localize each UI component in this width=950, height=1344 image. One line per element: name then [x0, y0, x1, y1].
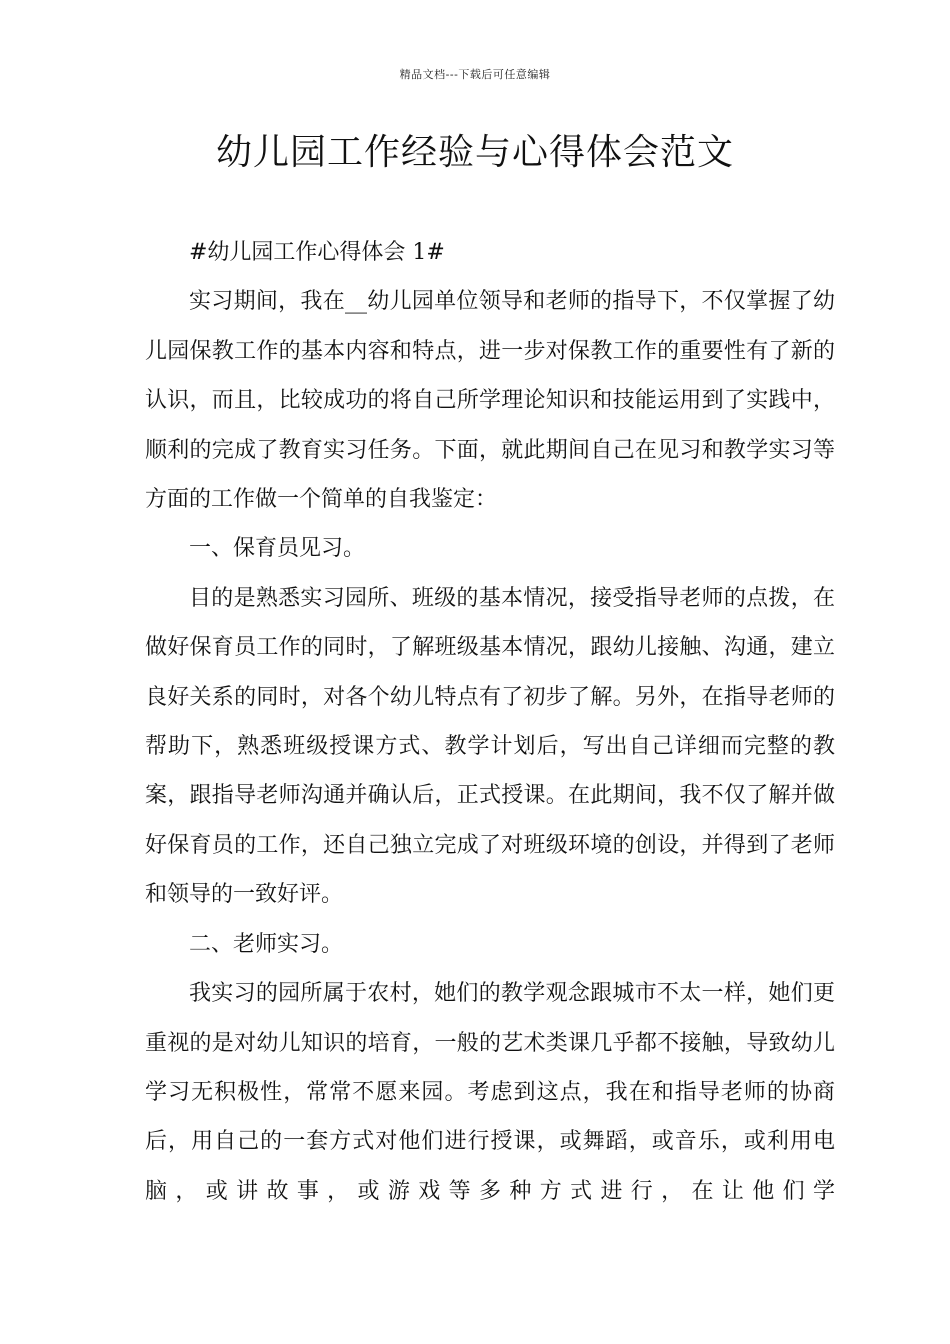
section-heading-1: #幼儿园工作心得体会 1# [189, 240, 445, 265]
section-heading-3: 二、老师实习。 [189, 931, 344, 957]
paragraph-teacher-practice: 我实习的园所属于农村，她们的教学观念跟城市不太一样，她们更重视的是对幼儿知识的培育，一般的艺术类课几乎都不接触，导致幼儿学习无积极性，常常不愿来园。考虑到这点，我在和指导老师的协商后，用自己的一套方式对他们进行授课，或舞蹈，或音乐，或利用电脑，或讲故事，或游戏等多种方式进行，在让他们学 [145, 981, 835, 1204]
paragraph-nursery-observation: 目的是熟悉实习园所、班级的基本情况，接受指导老师的点拨，在做好保育员工作的同时，了解班级基本情况，跟幼儿接触、沟通，建立良好关系的同时，对各个幼儿特点有了初步了解。另外，在指导老师的帮助下，熟悉班级授课方式、教学计划后，写出自己详细而完整的教案，跟指导老师沟通并确认后，正式授课。在此期间，我不仅了解并做好保育员的工作，还自己独立完成了对班级环境的创设，并得到了老师和领导的一致好评。 [145, 585, 835, 908]
document-body [145, 228, 835, 1216]
header-note: 精品文档---下载后可任意编辑 [399, 68, 551, 81]
paragraph-intro: 实习期间，我在__幼儿园单位领导和老师的指导下，不仅掌握了幼儿园保教工作的基本内容和特点，进一步对保教工作的重要性有了新的认识，而且，比较成功的将自己所学理论知识和技能运用到了实践中，顺利的完成了教育实习任务。下面，就此期间自己在见习和教学实习等方面的工作做一个简单的自我鉴定： [145, 289, 835, 513]
section-heading-2: 一、保育员见习。 [189, 536, 366, 562]
document-title: 幼儿园工作经验与心得体会范文 [215, 132, 734, 173]
